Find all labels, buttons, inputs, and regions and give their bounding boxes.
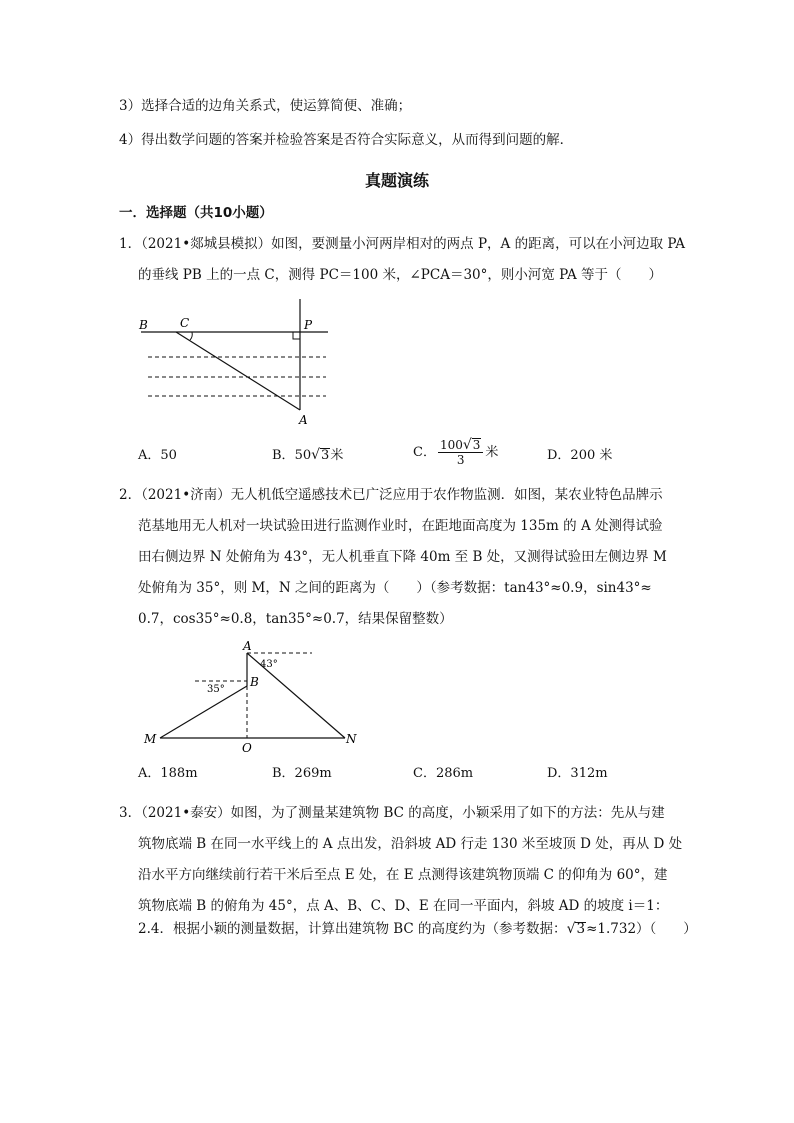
intro-step-3: 3）选择合适的边角关系式，使运算简便、准确； bbox=[119, 98, 412, 114]
q1-option-d[interactable]: D．200 米 bbox=[547, 448, 613, 463]
q3-text-line-4: 筑物底端 B 的俯角为 45°，点 A、B、C、D、E 在同一平面内，斜坡 AD 的坡度 i＝1： bbox=[138, 898, 669, 914]
q3-text-line-5 bbox=[138, 919, 697, 939]
q1-option-c-num-radicand: 3 bbox=[472, 438, 481, 452]
q3-text-line-3: 沿水平方向继续前行若干米后至点 E 处，在 E 点测得该建筑物顶端 C 的仰角为 60°，建 bbox=[138, 867, 668, 883]
q2-text-line-5: 0.7，cos35°≈0.8，tan35°≈0.7，结果保留整数） bbox=[138, 611, 453, 627]
q1-option-b-unit: 米 bbox=[330, 448, 344, 463]
q2-label-m: M bbox=[144, 732, 157, 746]
section-heading: 一．选择题（共10小题） bbox=[119, 205, 273, 221]
q2-text-line-3: 田右侧边界 N 处俯角为 43°，无人机垂直下降 40m 至 B 处，又测得试验田左侧边界 M bbox=[138, 549, 667, 565]
q1-text-line-2: 的垂线 PB 上的一点 C，测得 PC＝100 米，∠PCA＝30°，则小河宽 PA 等于（ ） bbox=[138, 267, 663, 283]
q1-option-b-prefix: B． bbox=[272, 448, 295, 463]
q2-label-o: O bbox=[242, 741, 252, 755]
q1-option-c-den: 3 bbox=[456, 453, 465, 467]
q1-option-c-fraction: 100 √ 3 3 bbox=[438, 438, 483, 467]
q1-label-c: C bbox=[180, 316, 190, 330]
q1-angle-arc bbox=[190, 332, 192, 340]
q1-option-c-unit: 米 bbox=[485, 445, 499, 460]
q2-line-bm bbox=[160, 686, 247, 738]
q1-option-c[interactable] bbox=[413, 438, 498, 467]
q2-text-line-1: 2．（2021•济南）无人机低空遥感技术已广泛应用于农作物监测．如图，某农业特色品牌示 bbox=[119, 487, 663, 503]
q1-option-c-prefix: C． bbox=[413, 445, 436, 460]
q1-option-a[interactable]: A．50 bbox=[138, 448, 177, 463]
q2-option-a[interactable]: A．188m bbox=[138, 766, 198, 781]
q1-text-line-1: 1．（2021•郯城县模拟）如图，要测量小河两岸相对的两点 P，A 的距离，可以在小河边取 PA bbox=[119, 236, 685, 252]
q3-radicand: 3 bbox=[576, 921, 586, 937]
q2-text-line-2: 范基地用无人机对一块试验田进行监测作业时，在距地面高度为 135m 的 A 处测得试验 bbox=[138, 518, 663, 534]
q1-line-ca bbox=[176, 332, 300, 410]
q1-option-b-radicand: 3 bbox=[321, 448, 330, 463]
q2-angle-43: 43° bbox=[260, 659, 278, 670]
q3-text-line-2: 筑物底端 B 在同一水平线上的 A 点出发，沿斜坡 AD 行走 130 米至坡顶 D 处，再从 D 处 bbox=[138, 836, 683, 852]
q1-figure bbox=[136, 295, 336, 430]
q2-option-c[interactable]: C．286m bbox=[413, 766, 474, 781]
q1-option-b-coef: 50 bbox=[294, 448, 312, 463]
q1-label-a: A bbox=[299, 413, 308, 427]
q2-figure bbox=[140, 636, 370, 756]
q3-sqrt: √ 3 bbox=[566, 921, 586, 937]
q3-line-5-suffix: ≈1.732）（ ） bbox=[586, 921, 697, 937]
q1-label-b: B bbox=[139, 318, 148, 332]
section-title: 真题演练 bbox=[364, 171, 429, 190]
q1-right-angle-mark bbox=[293, 332, 300, 339]
q2-angle-35: 35° bbox=[207, 684, 225, 695]
q2-label-n: N bbox=[346, 732, 357, 746]
q3-text-line-1: 3．（2021•泰安）如图，为了测量某建筑物 BC 的高度，小颖采用了如下的方法：先从与建 bbox=[119, 805, 665, 821]
q2-text-line-4: 处俯角为 35°，则 M，N 之间的距离为（ ）（参考数据：tan43°≈0.9，sin43°≈ bbox=[138, 580, 652, 596]
q2-option-b[interactable]: B．269m bbox=[272, 766, 332, 781]
q1-option-c-num-coef: 100 bbox=[439, 438, 463, 452]
q1-option-b-sqrt: √ 3 bbox=[311, 447, 330, 463]
intro-step-4: 4）得出数学问题的答案并检验答案是否符合实际意义，从而得到问题的解． bbox=[119, 132, 574, 148]
q2-label-a: A bbox=[243, 639, 252, 653]
q2-option-d[interactable]: D．312m bbox=[547, 766, 608, 781]
q2-label-b: B bbox=[250, 675, 259, 689]
q1-option-b[interactable] bbox=[272, 446, 343, 466]
q3-line-5-prefix: 2.4．根据小颖的测量数据，计算出建筑物 BC 的高度约为（参考数据： bbox=[138, 921, 567, 937]
q1-label-p: P bbox=[304, 318, 313, 332]
